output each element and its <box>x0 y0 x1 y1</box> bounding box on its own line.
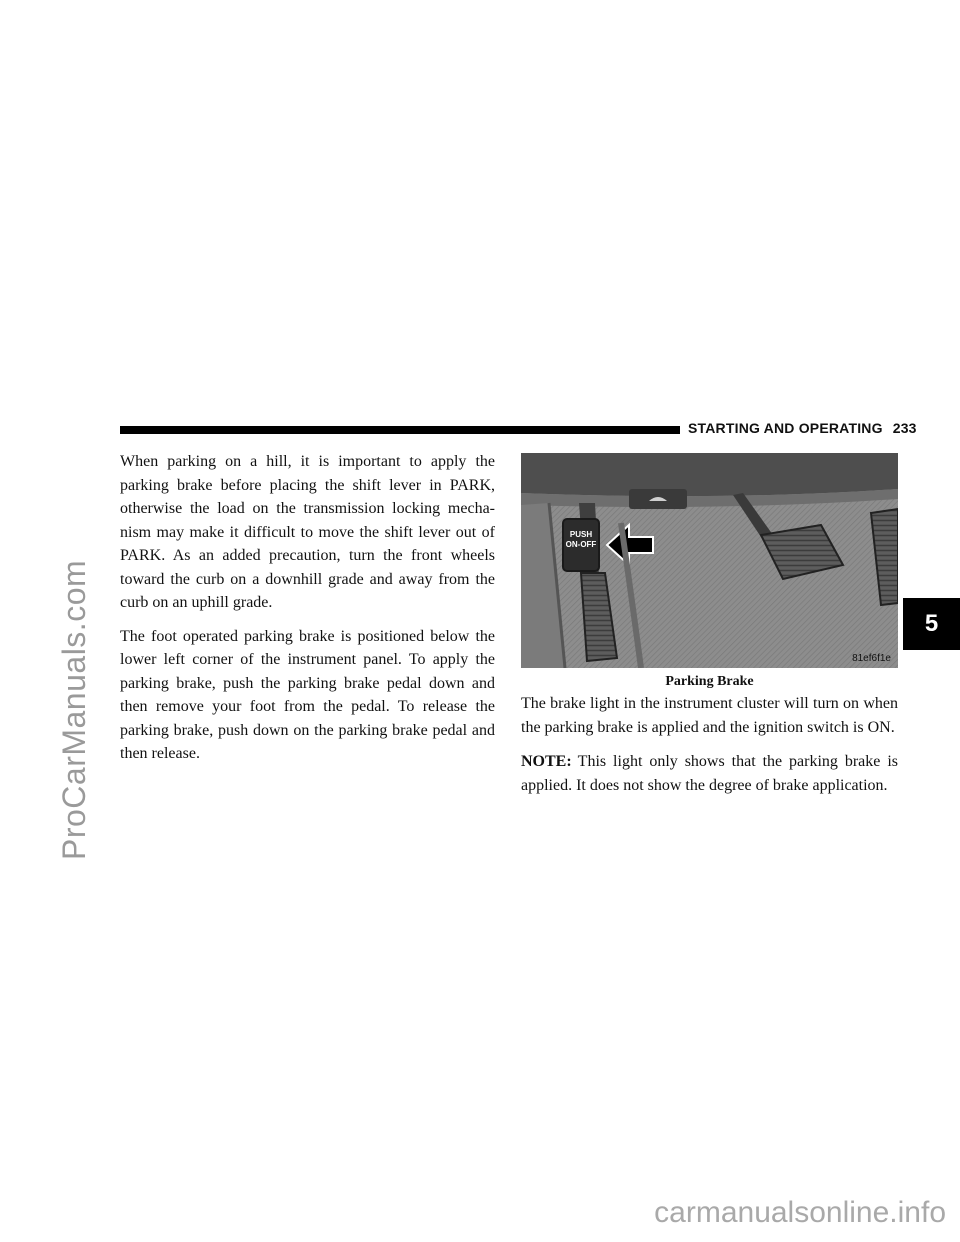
pedal-label-push: PUSH <box>569 530 593 539</box>
running-header <box>688 420 917 436</box>
page-number: 233 <box>892 420 917 436</box>
side-watermark: ProCarManuals.com <box>56 559 92 860</box>
bottom-watermark: carmanualsonline.info <box>654 1196 946 1229</box>
parking-brake-illustration <box>521 453 898 668</box>
figure-code: 81ef6f1e <box>852 653 891 664</box>
right-column <box>521 692 898 808</box>
note-paragraph <box>521 750 898 797</box>
pedal-label-on-off: ON-OFF <box>565 540 597 549</box>
paragraph-foot-brake: The foot operated parking brake is positioned below the lower left corner of the instrument panel. To apply the parking brake, push the parking brake pedal down and then remove your foot from the pedal. To release the parking brake, push down on the parking brake pedal and then release. <box>120 627 495 762</box>
note-text: This light only shows that the parking brake is applied. It does not show the degree of brake application. <box>521 753 898 794</box>
chapter-tab: 5 <box>903 598 960 650</box>
section-title: STARTING AND OPERATING <box>688 420 883 436</box>
header-rule <box>120 426 680 434</box>
parking-brake-figure <box>521 453 898 668</box>
note-label: NOTE: <box>521 753 572 770</box>
left-column <box>120 450 495 776</box>
paragraph-hill-parking: When parking on a hill, it is important to apply the parking brake before placing the shift lever in PARK, otherwise the load on the transmission locking mecha-nism may make it difficult to move the shift lever out of PARK. As an added precaution, turn the front wheels toward the curb on a downhill grade and away from the curb on an uphill grade. <box>120 453 495 611</box>
figure-caption: Parking Brake <box>665 674 754 689</box>
paragraph-brake-light: The brake light in the instrument cluster will turn on when the parking brake is applied and the ignition switch is ON. <box>521 695 898 736</box>
